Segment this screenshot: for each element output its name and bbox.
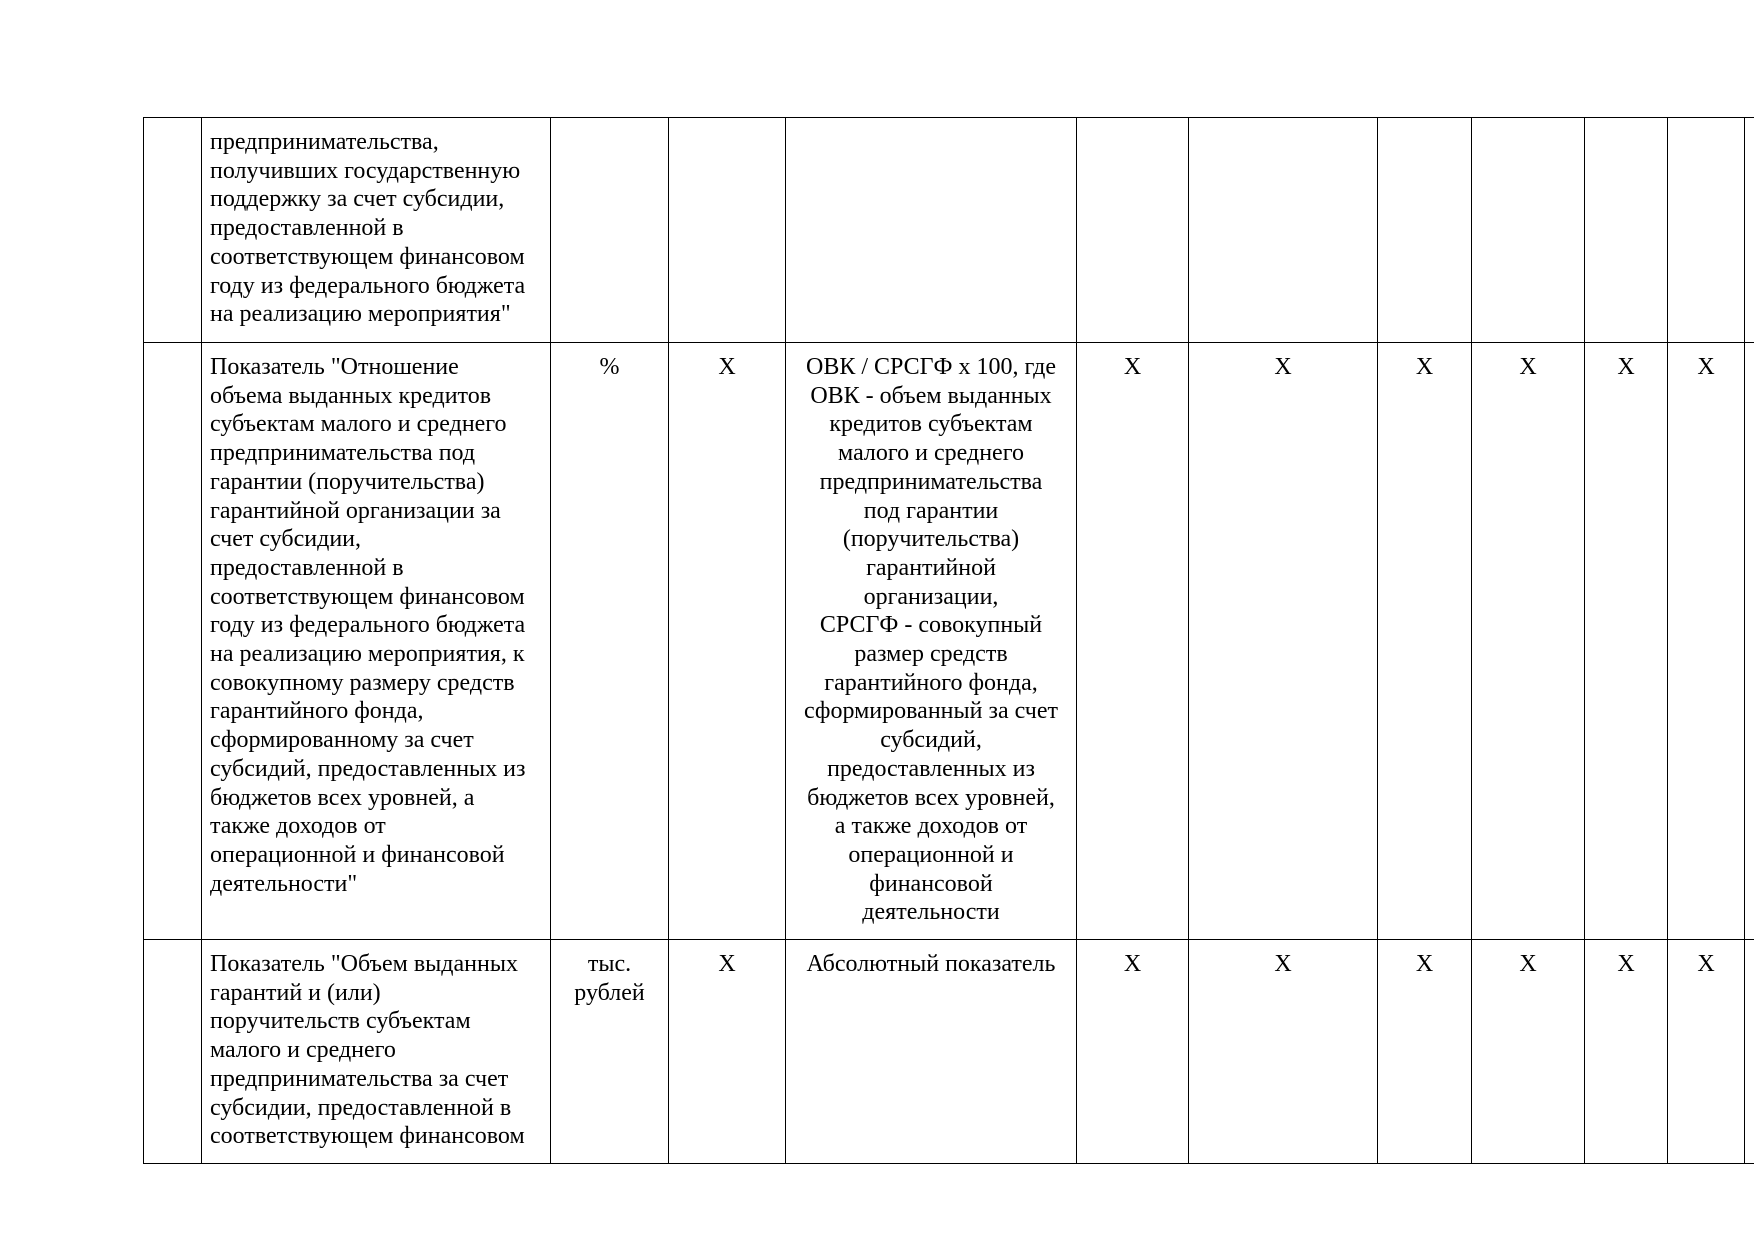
value-cell: X	[1585, 940, 1668, 1164]
table-row	[144, 940, 1754, 1164]
cut-off-cell	[1745, 940, 1754, 1164]
indicator-name-cell: Показатель "Объем выданных гарантий и (или) поручительств субъектам малого и среднего предпринимательства за счет субсидии, предоставленной в соответствующем финансовом	[202, 940, 551, 1164]
row-number-cell	[144, 940, 202, 1164]
value-cell: X	[1668, 940, 1745, 1164]
indicators-table	[143, 117, 1754, 1164]
cut-off-cell	[1745, 118, 1754, 343]
formula-cell	[786, 118, 1077, 343]
value-cell	[1378, 118, 1472, 343]
value-cell: X	[1077, 940, 1189, 1164]
indicator-name-cell: Показатель "Отношение объема выданных кредитов субъектам малого и среднего предпринимательства под гарантии (поручительства) гарантийной организации за счет субсидии, предоставленной в соответствующем финансовом году из федерального бюджета на реализацию мероприятия, к совокупному размеру средств гарантийного фонда, сформированному за счет субсидий, предоставленных из бюджетов всех уровней, а также доходов от операционной и финансовой деятельности"	[202, 343, 551, 940]
unit-cell	[551, 118, 669, 343]
table-row	[144, 118, 1754, 343]
value-cell	[1077, 118, 1189, 343]
unit-cell: %	[551, 343, 669, 940]
value-cell	[1189, 118, 1378, 343]
indicator-name-cell: предпринимательства, получивших государственную поддержку за счет субсидии, предоставленной в соответствующем финансовом году из федерального бюджета на реализацию мероприятия"	[202, 118, 551, 343]
value-cell	[1472, 118, 1585, 343]
value-cell: X	[1472, 343, 1585, 940]
cut-off-cell	[1745, 343, 1754, 940]
value-cell: X	[669, 343, 786, 940]
formula-cell: Абсолютный показатель	[786, 940, 1077, 1164]
value-cell: X	[1668, 343, 1745, 940]
row-number-cell	[144, 118, 202, 343]
formula-cell: ОВК / СРСГФ x 100, где ОВК - объем выданных кредитов субъектам малого и среднего предпринимательства под гарантии (поручительства) гарантийной организации, СРСГФ - совокупный размер средств гарантийного фонда, сформированный за счет субсидий, предоставленных из бюджетов всех уровней, а также доходов от операционной и финансовой деятельности	[786, 343, 1077, 940]
table-row	[144, 343, 1754, 940]
value-cell: X	[669, 940, 786, 1164]
value-cell: X	[1077, 343, 1189, 940]
value-cell	[669, 118, 786, 343]
row-number-cell	[144, 343, 202, 940]
value-cell: X	[1189, 940, 1378, 1164]
value-cell	[1668, 118, 1745, 343]
value-cell: X	[1378, 343, 1472, 940]
unit-cell: тыс. рублей	[551, 940, 669, 1164]
value-cell: X	[1585, 343, 1668, 940]
value-cell: X	[1472, 940, 1585, 1164]
value-cell	[1585, 118, 1668, 343]
value-cell: X	[1378, 940, 1472, 1164]
value-cell: X	[1189, 343, 1378, 940]
